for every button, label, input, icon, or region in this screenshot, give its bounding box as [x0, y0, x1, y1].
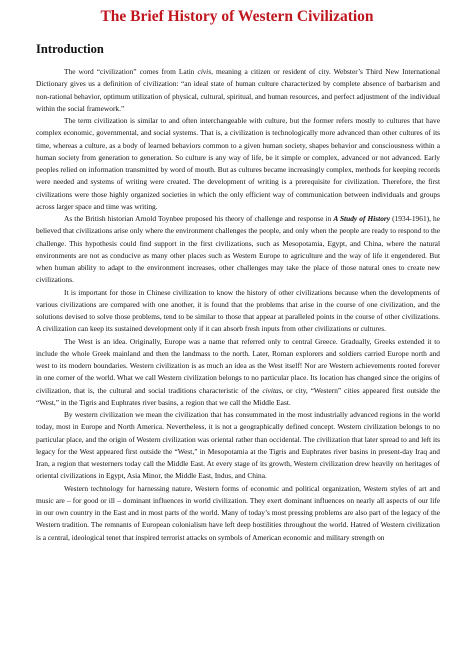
paragraph-text: Western technology for harnessing nature, Western forms of economic and political organization, Western styles of art and music are – for good or ill – dominant influences in world civilization. They exert dominant influences on nearly all aspects of our life in our own country in the East and in most parts of the world. Many of today’s most pressing problems are also part of the legacy of the Western tradition. The remnants of European colonialism have left deep hostilities throughout the world. Hatred of Western civilization is a central, ideological tenet that inspired terrorist attacks on symbols of American economic and military strength on: [36, 483, 440, 542]
document-title: The Brief History of Western Civilization: [100, 8, 374, 25]
body-paragraph: [36, 483, 440, 544]
italic-text: A Study of History: [333, 214, 391, 223]
paragraph-text: By western civilization we mean the civilization that has consummated in the most industrially advanced regions in the world today, most in Europe and North America. Nevertheless, it is not a geographically defined concept. Western civilization belongs to no particular place, and the origin of Western civilization was oriental rather than occidental. The civilization that later spread to and left its legacy for the West appeared first outside the “West,” in Mesopotamia at the Tigris and Euphrates river basins in present-day Iraq and Iran, a region that westerners today call the Middle East. At every stage of its growth, Western civilization drew heavily on heritages of oriental civilizations in Egypt, Asia Minor, the Middle East, Indus, and China.: [36, 410, 440, 481]
paragraph-text: The word “civilization” comes from Latin: [64, 67, 198, 76]
paragraph-text: , meaning a citizen or resident of city. Webster’s Third New International Dictionary gives us a definition of civilization: “an ideal state of human culture characterized by complete absence of barbarism and non-rational behavior, optimum utilization of physical, cultural, spiritual, and human resources, and perfect adjustment of the individual within the social framework.”: [36, 67, 440, 113]
body-paragraph: [36, 115, 440, 213]
italic-text: civitas: [262, 385, 282, 395]
paragraph-text: The term civilization is similar to and often interchangeable with culture, but the former refers mostly to cultures that have complex economic, governmental, and social systems. That is, a civilization is technologically more advanced than other cultures of its time, whereas a culture, as a body of learned behaviors common to a given human society, shapes behavior and consciousness within a human society from generation to generation. So culture is any way of life, be it simple or complex, advanced or not advanced. Early peoples relied on information transmitted by word of mouth. But as cultures became increasingly complex, methods for keeping records were needed and systems of writing were created. The development of writing is a prerequisite for civilization. Therefore, the first civilizations were those highly organized societies in which the only efficient way of communication between individuals and groups across larger space and time was writing.: [36, 116, 440, 211]
paragraph-text: (1934-1961), he believed that civilizations arise only where the environment challenges the people, and only when the people are ready to respond to the challenge. This hypothesis could find support in the first civilizations, such as Mesopotamia, Egypt, and China, where the natural environments are not as conducive as many other places such as Western Europe to agriculture and the way of life it engendered. But when human ability to adapt to the environment increases, other challenges may take the place of those natural ones to create new civilizations.: [36, 214, 440, 285]
paragraph-text: , or city, “Western” cities appeared first outside the “West,” in the Tigris and Euphrates river basins, a region that we call the Middle East.: [36, 385, 441, 407]
section-heading: Introduction: [36, 42, 104, 56]
body-paragraph: [36, 336, 440, 410]
paragraph-text: The West is an idea. Originally, Europe was a name that referred only to central Greece. Gradually, Greeks extended it to include the whole Greek mainland and then the landmass to the north. Later, Roman explorers and soldiers carried Europe north and west to its modern boundaries. Western civilization is as much an idea as the West itself! Nor are Western achievements rooted forever in one corner of the world. What we call Western civilization belongs to no particular place. Its location has changed since the origins of civilization, that is, the cultural and social traditions characteristic of the: [36, 336, 440, 395]
paragraph-text: As the British historian Arnold Toynbee proposed his theory of challenge and response in: [64, 214, 334, 223]
document-body: [36, 66, 440, 544]
body-paragraph: [36, 409, 440, 483]
body-paragraph: [36, 66, 440, 115]
paragraph-text: It is important for those in Chinese civilization to know the history of other civilizations because when the developments of various civilizations are compared with one another, it is found that the problems that arise in the course of one civilization, and the solutions devised to solve those problems, tend to be similar to those that appear at paralleled points in the course of other civilizations. A civilization can keep its sustained development only if it can absorb fresh inputs from other civilizations or cultures.: [36, 287, 440, 334]
body-paragraph: [36, 213, 440, 287]
italic-text: civis: [197, 67, 212, 76]
body-paragraph: [36, 287, 440, 336]
